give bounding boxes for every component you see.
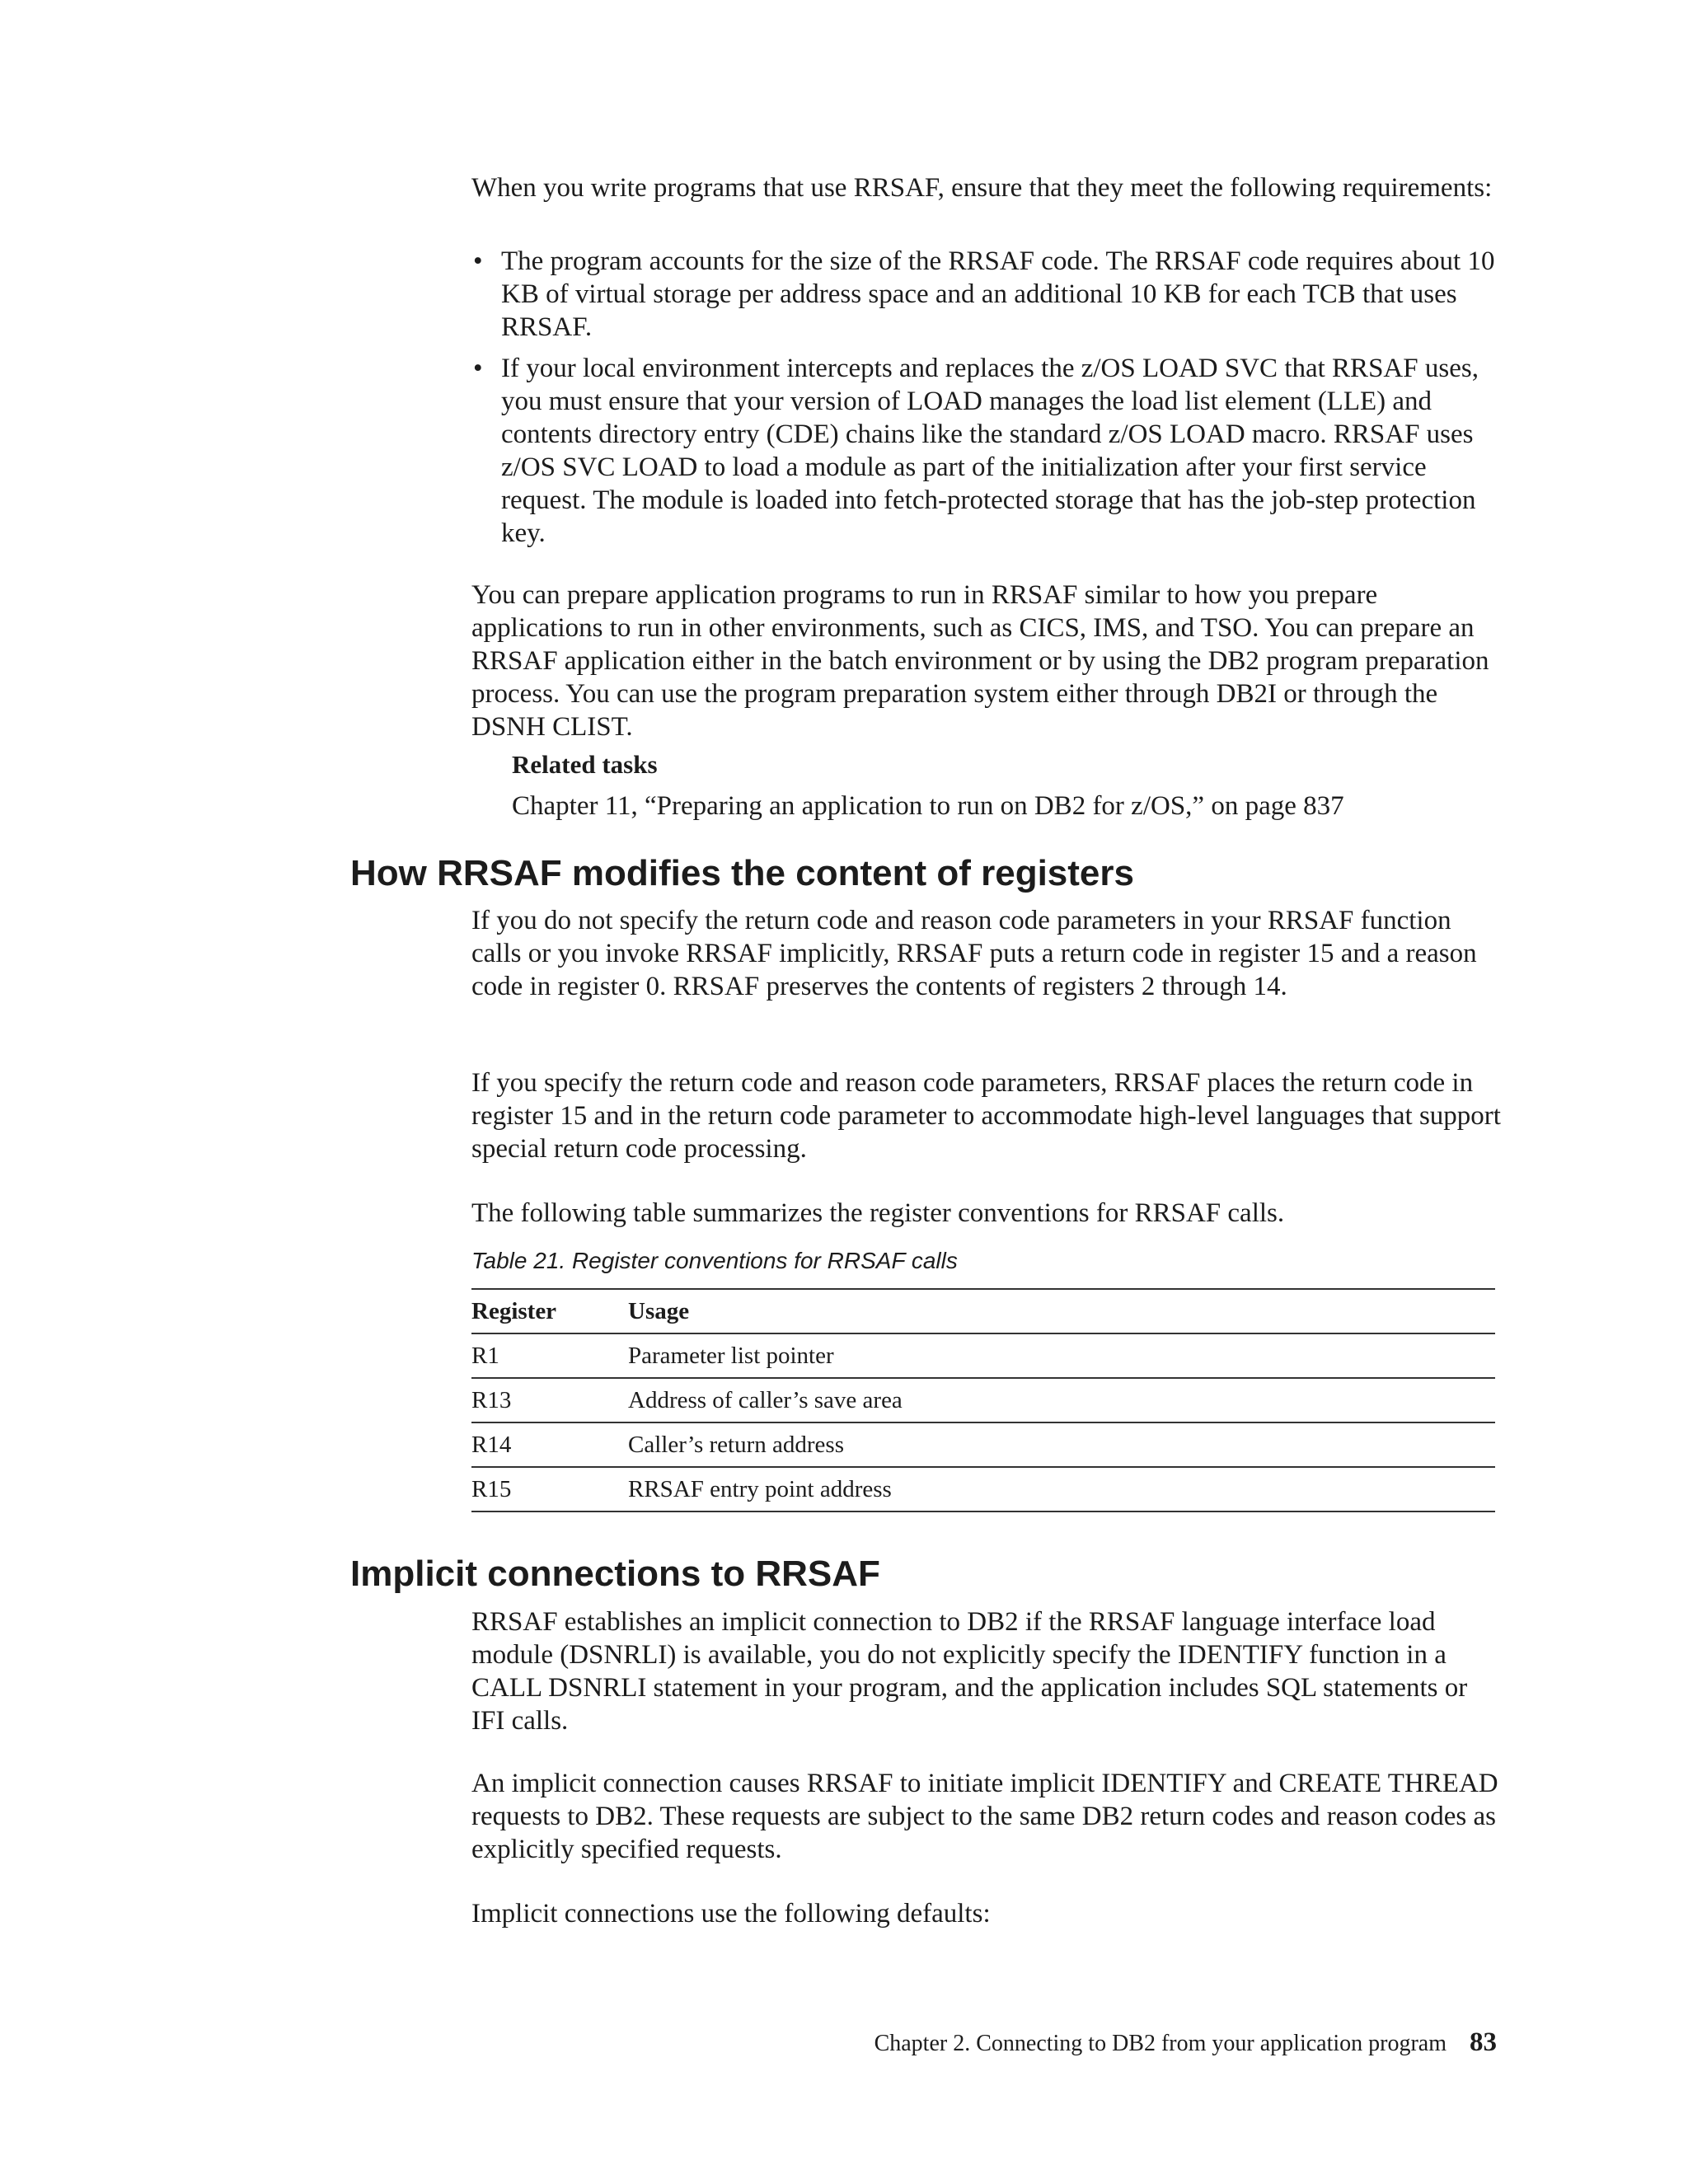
implicit-paragraph-1: RRSAF establishes an implicit connection to DB2 if the RRSAF language interface load module (DSNRLI) is available, you do not explicitly specify the IDENTIFY function in a CALL DSNRLI statement in your program, and the application includes SQL statements or IFI calls. [471,1607,1468,1736]
footer-chapter-title: Chapter 2. Connecting to DB2 from your application program [874,2031,1447,2056]
prepare-paragraph: You can prepare application programs to run in RRSAF similar to how you prepare applications to run in other environments, such as CICS, IMS, and TSO. You can prepare an RRSAF application either in the batch environment or by using the DB2 program preparation process. You can use the program preparation system either through DB2I or through the DSNH CLIST. [471,580,1489,742]
registers-paragraph-1: If you do not specify the return code and reason code parameters in your RRSAF function calls or you invoke RRSAF implicitly, RRSAF puts a return code in register 15 and a reason code in register 0. RRSAF preserves the contents of registers 2 through 14. [471,906,1477,1001]
usage-cell: RRSAF entry point address [628,1467,1495,1511]
table-row [471,1467,1495,1511]
column-header-usage: Usage [628,1289,1495,1333]
table-row [471,1333,1495,1378]
implicit-paragraph-3: Implicit connections use the following defaults: [471,1899,991,1929]
usage-cell: Parameter list pointer [628,1333,1495,1378]
table-row [471,1422,1495,1467]
table-row [471,1378,1495,1422]
page-footer [874,2027,1497,2058]
list-item: • If your local environment intercepts and replaces the z/OS LOAD SVC that RRSAF uses, you must ensure that your version of LOAD manages the load list element (LLE) and contents directory entry (CDE) chains like the standard z/OS LOAD macro. RRSAF uses z/OS SVC LOAD to load a module as part of the initialization after your first service request. The module is loaded into fetch-protected storage that has the job-step protection key. [473,354,1479,548]
table-caption: Table 21. Register conventions for RRSAF calls [471,1248,958,1273]
implicit-paragraph-2: An implicit connection causes RRSAF to initiate implicit IDENTIFY and CREATE THREAD requests to DB2. These requests are subject to the same DB2 return codes and reason codes as explicitly specified requests. [471,1769,1498,1864]
requirements-list [471,245,1502,550]
register-table [471,1288,1495,1512]
related-task-link[interactable]: Chapter 11, “Preparing an application to run on DB2 for z/OS,” on page 837 [512,791,1344,821]
section-heading-implicit: Implicit connections to RRSAF [350,1554,880,1594]
registers-paragraph-2: If you specify the return code and reason code parameters, RRSAF places the return code in register 15 and in the return code parameter to accommodate high-level languages that support special return code processing. [471,1068,1501,1164]
section-heading-registers: How RRSAF modifies the content of registers [350,853,1134,893]
related-tasks-heading: Related tasks [512,750,658,779]
usage-cell: Caller’s return address [628,1422,1495,1467]
registers-paragraph-3: The following table summarizes the register conventions for RRSAF calls. [471,1198,1285,1228]
register-cell: R1 [471,1333,628,1378]
intro-paragraph: When you write programs that use RRSAF, ensure that they meet the following requirements: [471,173,1493,203]
list-item: • The program accounts for the size of the RRSAF code. The RRSAF code requires about 10 KB of virtual storage per address space and an additional 10 KB for each TCB that uses RRSAF. [473,246,1495,342]
column-header-register: Register [471,1289,628,1333]
register-cell: R15 [471,1467,628,1511]
bullet-icon: • [473,354,483,383]
bullet-icon: • [473,246,483,276]
register-cell: R13 [471,1378,628,1422]
page-number: 83 [1470,2027,1497,2057]
usage-cell: Address of caller’s save area [628,1378,1495,1422]
register-cell: R14 [471,1422,628,1467]
table-header-row [471,1289,1495,1333]
